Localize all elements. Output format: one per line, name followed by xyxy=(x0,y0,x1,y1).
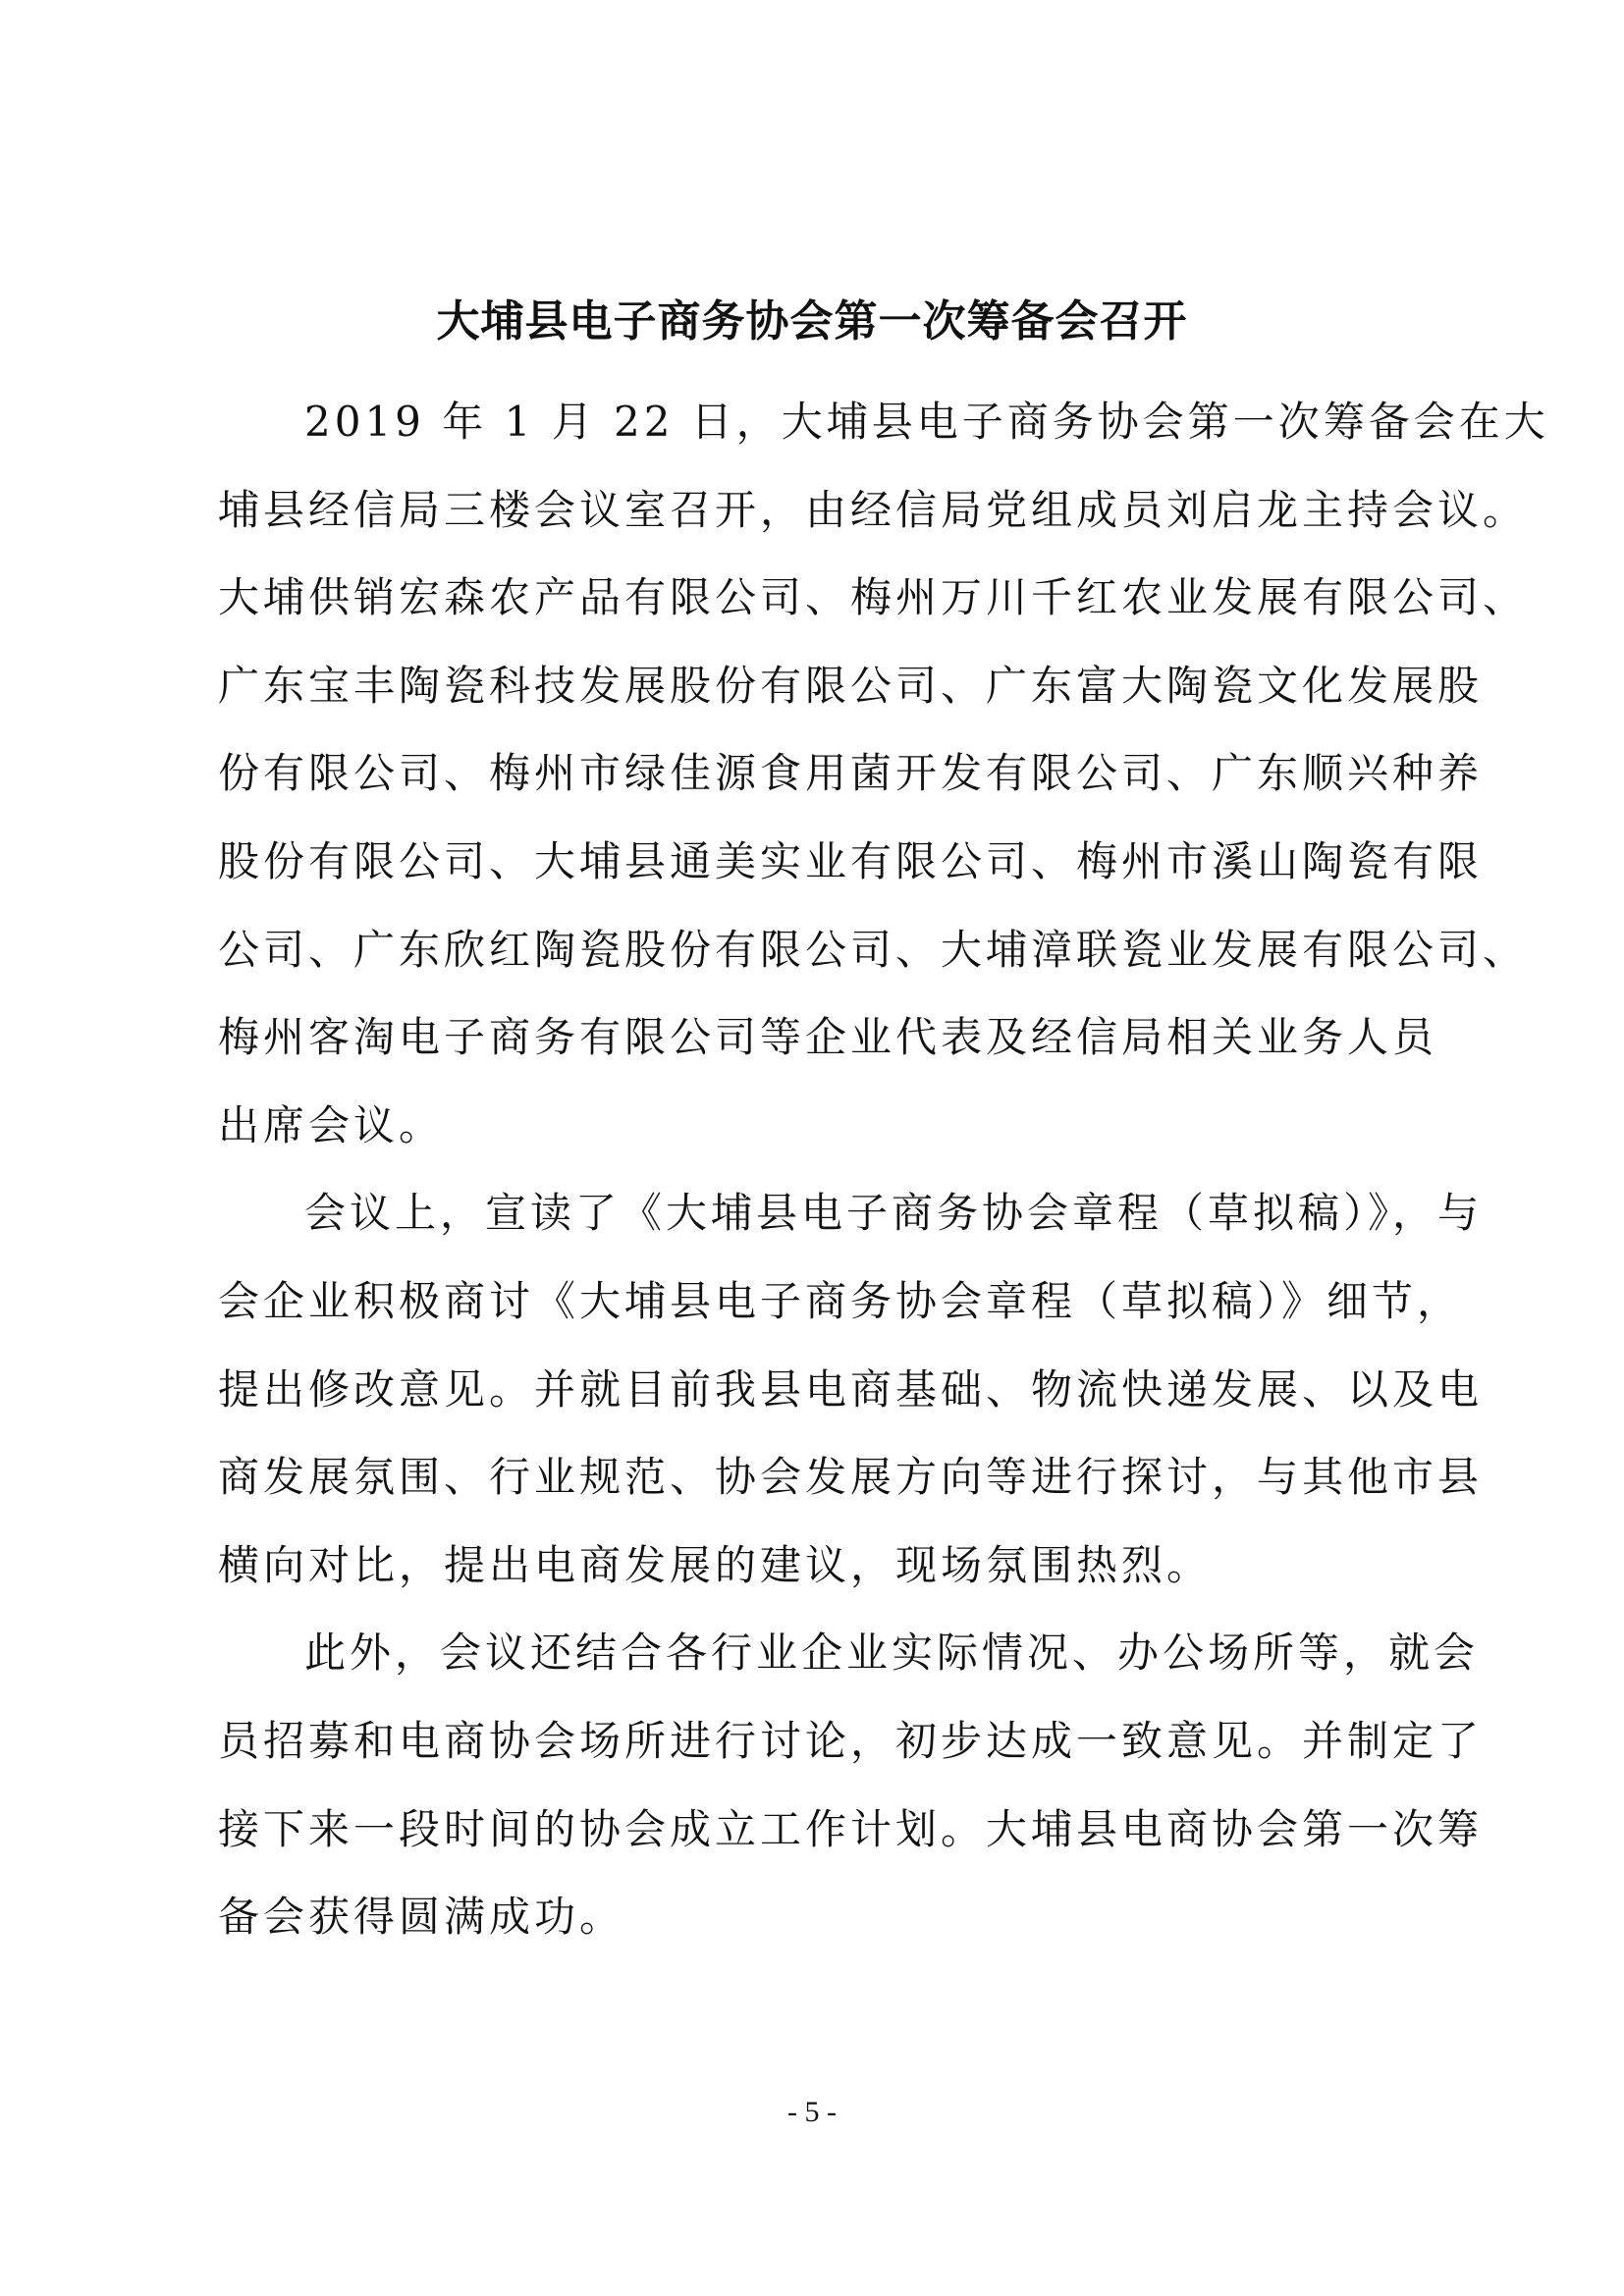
paragraph-1-line: 股份有限公司、大埔县通美实业有限公司、梅州市溪山陶瓷有限 xyxy=(218,836,1484,885)
paragraph-1-line: 梅州客淘电子商务有限公司等企业代表及经信局相关业务人员 xyxy=(218,1013,1438,1062)
page-number: - 5 - xyxy=(787,2096,837,2128)
paragraph-2-line: 会企业积极商讨《大埔县电子商务协会章程（草拟稿）》细节， xyxy=(218,1276,1463,1325)
document-title: 大埔县电子商务协会第一次筹备会召开 xyxy=(436,296,1188,347)
paragraph-2-line: 提出修改意见。并就目前我县电商基础、物流快递发展、以及电 xyxy=(218,1364,1484,1414)
paragraph-2-line: 横向对比，提出电商发展的建议，现场氛围热烈。 xyxy=(218,1540,1213,1589)
paragraph-3-line: 此外，会议还结合各行业企业实际情况、办公场所等，就会 xyxy=(304,1629,1480,1678)
paragraph-2-line: 商发展氛围、行业规范、协会发展方向等进行探讨，与其他市县 xyxy=(218,1453,1484,1502)
paragraph-1-line: 广东宝丰陶瓷科技发展股份有限公司、广东富大陶瓷文化发展股 xyxy=(218,661,1484,710)
paragraph-3-line: 员招募和电商协会场所进行讨论，初步达成一致意见。并制定了 xyxy=(218,1716,1484,1765)
document-body xyxy=(218,378,1549,1961)
paragraph-1-line: 大埔供销宏森农产品有限公司、梅州万川千红农业发展有限公司、 xyxy=(218,573,1529,622)
paragraph-1-line: 份有限公司、梅州市绿佳源食用菌开发有限公司、广东顺兴种养 xyxy=(218,749,1484,798)
paragraph-3-line: 备会获得圆满成功。 xyxy=(218,1893,625,1942)
paragraph-1-line: 埔县经信局三楼会议室召开，由经信局党组成员刘启龙主持会议。 xyxy=(218,485,1529,534)
paragraph-1-line: 公司、广东欣红陶瓷股份有限公司、大埔漳联瓷业发展有限公司、 xyxy=(218,925,1529,974)
paragraph-3-line: 接下来一段时间的协会成立工作计划。大埔县电商协会第一次筹 xyxy=(218,1804,1484,1853)
paragraph-1-line: 2019 年 1 月 22 日，大埔县电子商务协会第一次筹备会在大 xyxy=(304,398,1549,446)
paragraph-1-line: 出席会议。 xyxy=(218,1100,445,1149)
paragraph-2-line: 会议上，宣读了《大埔县电子商务协会章程（草拟稿）》，与 xyxy=(304,1189,1484,1238)
